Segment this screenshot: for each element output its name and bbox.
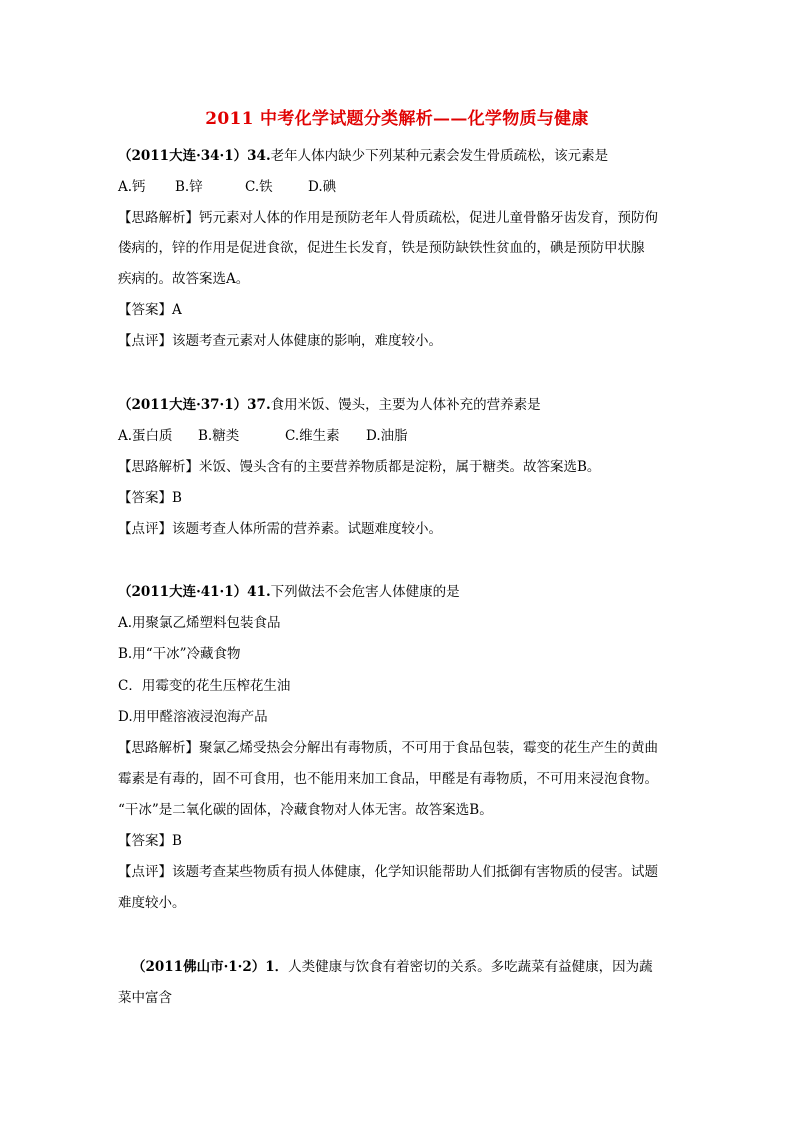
question-source: （2011大连·34·1）34.: [118, 148, 271, 164]
analysis-line: “干冰”是二氧化碳的固体，冷藏食物对人体无害。故答案选B。: [118, 802, 493, 818]
question-source: （2011大连·41·1）41.: [118, 584, 271, 600]
option-a: A.蛋白质: [118, 428, 173, 444]
question-34-options: [118, 178, 336, 196]
question-34: [118, 147, 608, 165]
option-c: C．用霉变的花生压榨花生油: [118, 678, 291, 694]
option-d: D.油脂: [366, 428, 408, 444]
question-37: [118, 396, 541, 414]
question-source: （2011佛山市·1·2）1．: [132, 959, 289, 975]
option-a: A.钙: [118, 179, 146, 195]
question-1: [132, 958, 653, 976]
analysis-line: 【思路解析】钙元素对人体的作用是预防老年人骨质疏松，促进儿童骨骼牙齿发育，预防佝: [118, 210, 658, 226]
option-d: D.用甲醛溶液浸泡海产品: [118, 709, 268, 725]
option-b: B.锌: [175, 179, 203, 195]
comment-line: 【点评】该题考查人体所需的营养素。试题难度较小。: [118, 521, 442, 537]
option-b: B.用“干冰”冷藏食物: [118, 646, 241, 662]
comment-line: 难度较小。: [118, 895, 186, 911]
analysis-line: 【思路解析】米饭、馒头含有的主要营养物质都是淀粉，属于糖类。故答案选B。: [118, 459, 601, 475]
option-d: D.碘: [308, 179, 337, 195]
answer-line: 【答案】B: [118, 490, 182, 506]
option-a: A.用聚氯乙烯塑料包装食品: [118, 615, 281, 631]
analysis-line: 偻病的，锌的作用是促进食欲，促进生长发育，铁是预防缺铁性贫血的，碘是预防甲状腺: [118, 240, 645, 256]
analysis-line: 霉素是有毒的，固不可食用，也不能用来加工食品，甲醛是有毒物质，不可用来浸泡食物。: [118, 771, 658, 787]
analysis-line: 疾病的。故答案选A。: [118, 271, 250, 287]
comment-line: 【点评】该题考查元素对人体健康的影响，难度较小。: [118, 333, 442, 349]
question-stem: 老年人体内缺少下列某种元素会发生骨质疏松，该元素是: [270, 148, 609, 164]
answer-line: 【答案】B: [118, 833, 182, 849]
comment-line: 【点评】该题考查某些物质有损人体健康，化学知识能帮助人们抵御有害物质的侵害。试题: [118, 864, 658, 880]
question-source: （2011大连·37·1）37.: [118, 397, 271, 413]
question-37-options: [118, 427, 408, 445]
question-stem: 人类健康与饮食有着密切的关系。多吃蔬菜有益健康，因为蔬: [288, 959, 653, 975]
question-stem: 食用米饭、馒头，主要为人体补充的营养素是: [270, 397, 541, 413]
question-41: [118, 583, 460, 601]
answer-line: 【答案】A: [118, 302, 182, 318]
question-stem-continued: 菜中富含: [118, 990, 172, 1006]
question-stem: 下列做法不会危害人体健康的是: [270, 584, 460, 600]
option-b: B.糖类: [198, 428, 240, 444]
page-title: 2011 中考化学试题分类解析——化学物质与健康: [205, 109, 589, 129]
analysis-line: 【思路解析】聚氯乙烯受热会分解出有毒物质，不可用于食品包装，霉变的花生产生的黄曲: [118, 740, 658, 756]
option-c: C.维生素: [285, 428, 340, 444]
option-c: C.铁: [245, 179, 273, 195]
